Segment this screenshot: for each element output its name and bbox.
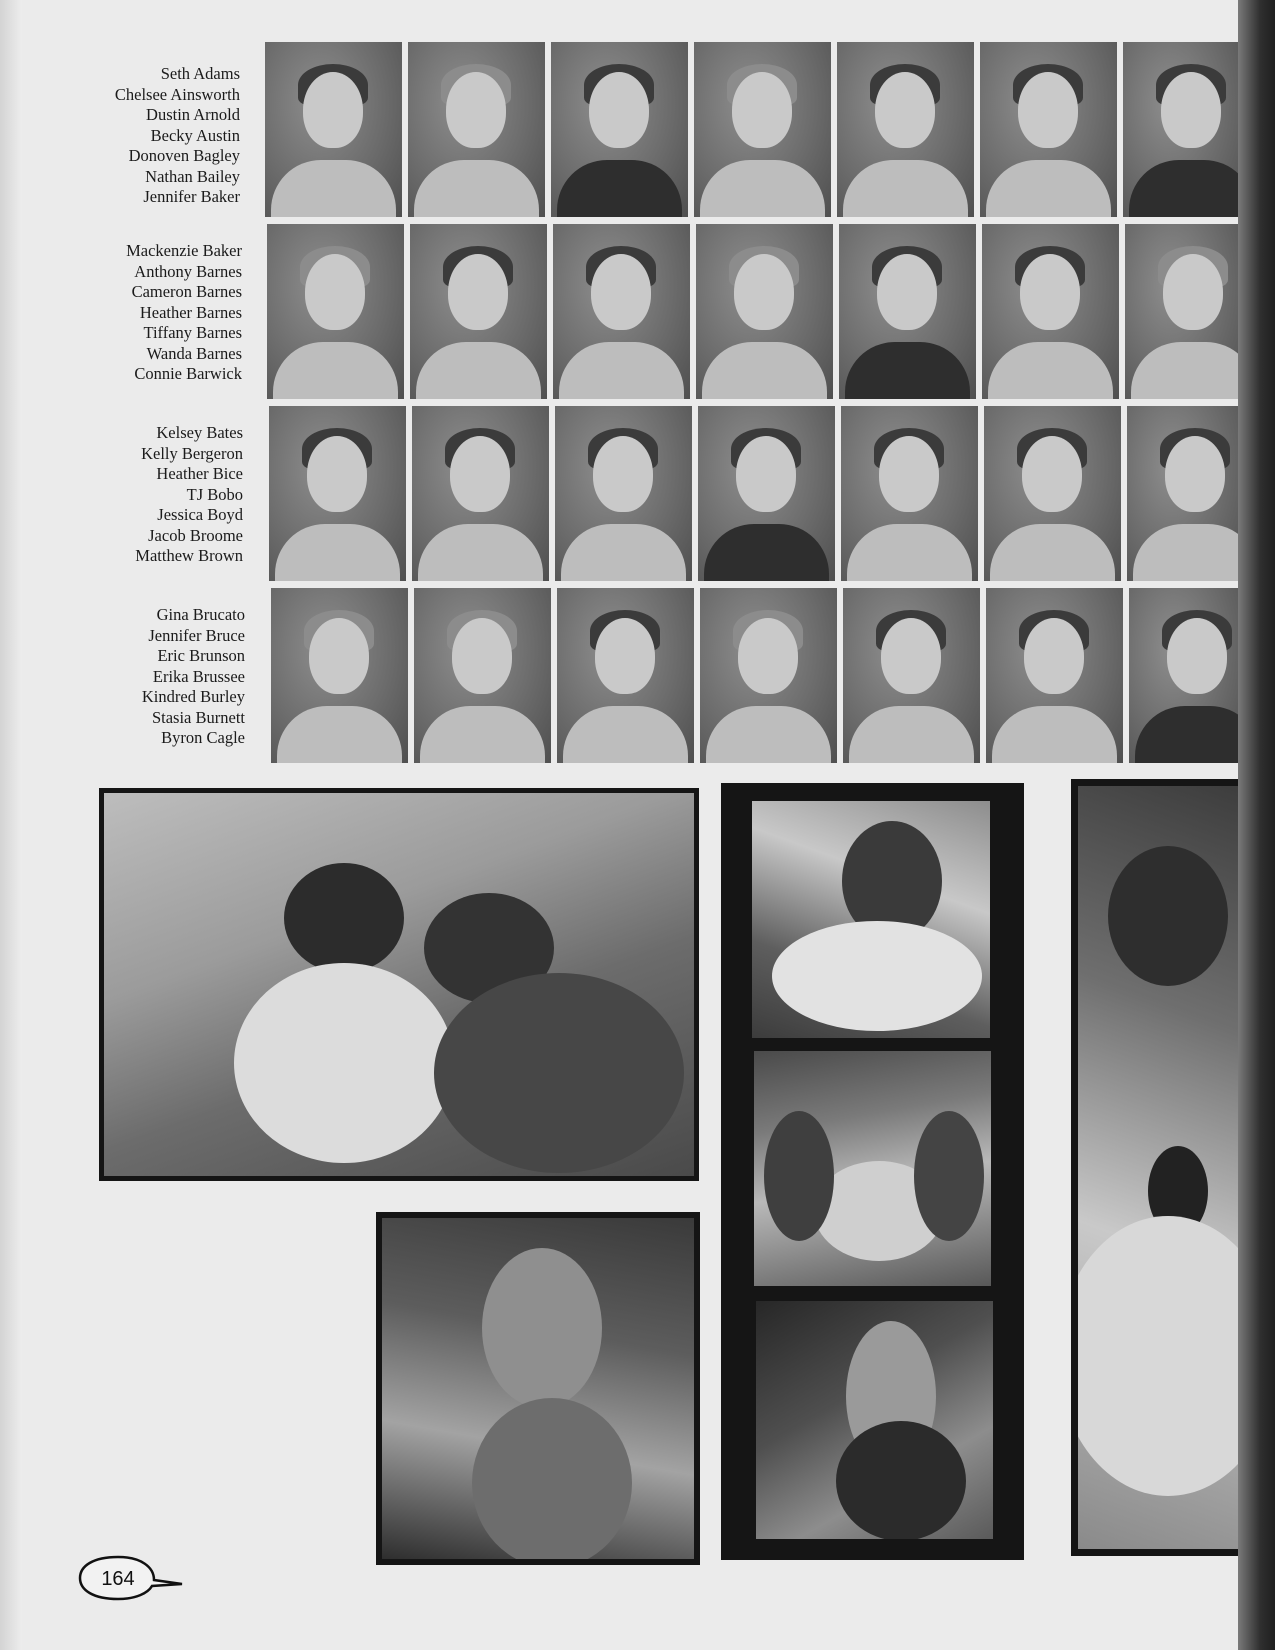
student-portrait: [980, 42, 1117, 217]
student-portrait: [553, 224, 690, 399]
student-name: Jennifer Bruce: [148, 625, 245, 645]
candid-photo-close-up: [1078, 786, 1240, 1549]
student-name: Heather Barnes: [139, 302, 242, 322]
candid-photo-car-group: [754, 1051, 991, 1286]
student-portrait: [555, 406, 692, 581]
student-portrait: [410, 224, 547, 399]
candid-photo-reading-frame: [99, 788, 699, 1181]
student-name: Matthew Brown: [135, 546, 243, 565]
student-name: Becky Austin: [150, 125, 240, 145]
student-name: Cameron Barnes: [131, 282, 242, 301]
page-number-bubble: [78, 1555, 188, 1601]
name-list-row-2: [12, 241, 242, 385]
student-portrait: [269, 406, 406, 581]
student-portrait: [1129, 588, 1240, 763]
student-name: Nathan Bailey: [145, 166, 240, 186]
student-portrait: [412, 406, 549, 581]
page-number: 164: [101, 1568, 135, 1590]
student-portrait: [986, 588, 1123, 763]
student-name: Heather Bice: [156, 464, 243, 483]
student-name: Kelsey Bates: [156, 423, 243, 442]
student-name: Kindred Burley: [141, 687, 245, 706]
student-portrait: [841, 406, 978, 581]
candid-photo-classroom: [752, 801, 990, 1038]
page-gutter-right: [1238, 0, 1275, 1650]
student-portrait: [982, 224, 1119, 399]
student-name: Stasia Burnett: [151, 707, 245, 727]
student-name: Kelly Bergeron: [141, 443, 243, 463]
student-name: Byron Cagle: [161, 728, 245, 747]
student-portrait: [839, 224, 976, 399]
student-portrait: [271, 588, 408, 763]
student-portrait: [696, 224, 833, 399]
candid-photo-writing-frame: [376, 1212, 700, 1565]
student-portrait: [837, 42, 974, 217]
portrait-row-3: [269, 406, 1240, 581]
portrait-row-2: [267, 224, 1240, 399]
candid-photo-strip-frame: [721, 783, 1024, 1560]
name-list-row-3: [13, 423, 243, 567]
student-name: TJ Bobo: [186, 484, 243, 504]
student-name: Gina Brucato: [156, 605, 245, 624]
student-name: Eric Brunson: [157, 646, 245, 665]
candid-photo-cafeteria: [756, 1301, 993, 1539]
student-name: Chelsee Ainsworth: [114, 84, 240, 104]
student-name: Anthony Barnes: [134, 261, 242, 281]
student-portrait: [265, 42, 402, 217]
student-portrait: [1123, 42, 1240, 217]
student-name: Jennifer Baker: [143, 187, 240, 206]
candid-photo-writing: [382, 1218, 694, 1559]
candid-photo-reading: [104, 793, 694, 1176]
student-name: Erika Brussee: [152, 666, 245, 686]
student-name: Wanda Barnes: [146, 343, 242, 363]
student-portrait: [1127, 406, 1240, 581]
student-portrait: [1125, 224, 1240, 399]
portrait-row-1: [265, 42, 1240, 217]
student-name: Seth Adams: [160, 64, 240, 83]
student-name: Donoven Bagley: [128, 146, 240, 165]
student-portrait: [694, 42, 831, 217]
student-name: Jacob Broome: [148, 525, 243, 545]
candid-photo-portrait-frame: [1071, 779, 1240, 1556]
name-list-row-1: [10, 64, 240, 208]
student-portrait: [700, 588, 837, 763]
student-portrait: [408, 42, 545, 217]
student-name: Jessica Boyd: [157, 505, 243, 524]
student-name: Dustin Arnold: [146, 105, 240, 124]
student-portrait: [698, 406, 835, 581]
student-portrait: [551, 42, 688, 217]
portrait-row-4: [271, 588, 1240, 763]
student-portrait: [414, 588, 551, 763]
student-name: Mackenzie Baker: [126, 241, 242, 260]
student-name: Tiffany Barnes: [143, 323, 242, 342]
student-portrait: [557, 588, 694, 763]
student-portrait: [267, 224, 404, 399]
student-portrait: [984, 406, 1121, 581]
name-list-row-4: [15, 605, 245, 749]
student-name: Connie Barwick: [134, 364, 242, 383]
student-portrait: [843, 588, 980, 763]
